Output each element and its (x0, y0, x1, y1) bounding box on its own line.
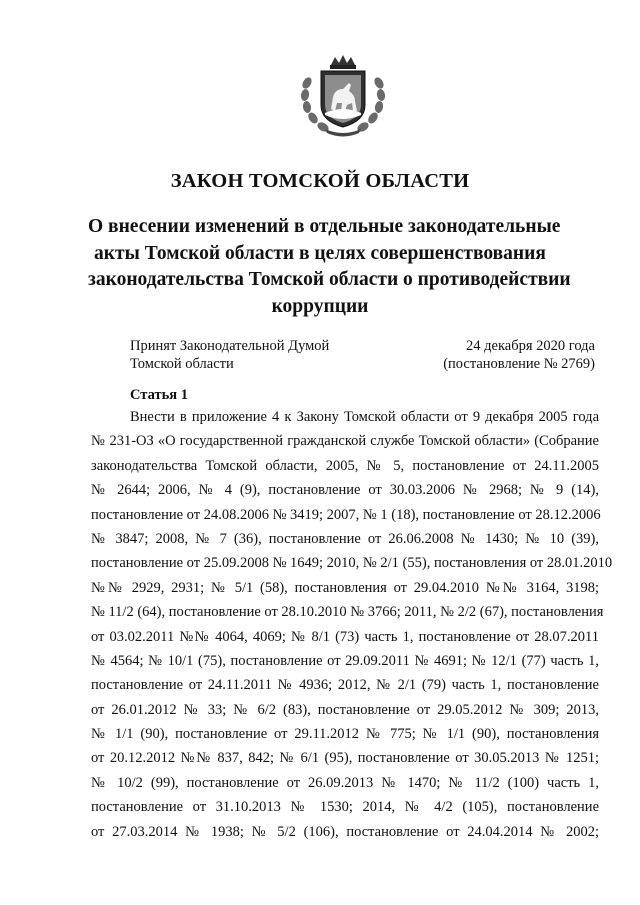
article-text-line: № 3847; 2008, № 7 (36), постановление от 26.06.2008 № 1430; № 10 (39), (91, 530, 599, 547)
law-subtitle (88, 214, 571, 320)
adoption-resolution-line: (постановление № 2769) (443, 356, 595, 372)
adoption-body (130, 337, 329, 373)
article-body (91, 405, 613, 844)
article-text-line: от 20.12.2012 №№ 837, 842; № 6/1 (95), постановление от 30.05.2013 № 1251; (91, 750, 599, 767)
article-text-line: № 231-ОЗ «О государственной гражданской службе Томской области» (Собрание (91, 433, 599, 450)
article-text-line: №№ 2929, 2931; № 5/1 (58), постановления от 29.04.2010 №№ 3164, 3198; (91, 579, 599, 596)
article-text-line: законодательства Томской области, 2005, № 5, постановление от 24.11.2005 (91, 457, 599, 474)
article-text-line: № 11/2 (64), постановление от 28.10.2010 № 3766; 2011, № 2/2 (67), постановления (91, 604, 604, 621)
article-text-line: Внести в приложение 4 к Закону Томской области от 9 декабря 2005 года (130, 409, 599, 425)
article-heading: Статья 1 (130, 387, 188, 403)
article-text-line: постановление от 24.08.2006 № 3419; 2007, № 1 (18), постановление от 28.12.2006 (91, 506, 601, 523)
coat-of-arms-icon (297, 53, 389, 137)
article-text-line: № 4564; № 10/1 (75), постановление от 29.09.2011 № 4691; № 12/1 (77) часть 1, (91, 652, 599, 669)
article-text-line: от 27.03.2014 № 1938; № 5/2 (106), постановление от 24.04.2014 № 2002; (91, 823, 599, 840)
law-title: ЗАКОН ТОМСКОЙ ОБЛАСТИ (170, 170, 470, 192)
article-text-line: № 2644; 2006, № 4 (9), постановление от 30.03.2006 № 2968; № 9 (14), (91, 482, 599, 499)
article-text-line: № 10/2 (99), постановление от 26.09.2013 № 1470; № 11/2 (100) часть 1, (91, 774, 599, 791)
article-text-line: № 1/1 (90), постановление от 29.11.2012 № 775; № 1/1 (90), постановления (91, 726, 599, 743)
adoption-date (443, 337, 595, 373)
subtitle-line: О внесении изменений в отдельные законодательные (88, 216, 561, 237)
subtitle-line: законодательства Томской области о противодействии (88, 269, 571, 290)
article-text-line: от 26.01.2012 № 33; № 6/2 (83), постановление от 29.05.2012 № 309; 2013, (91, 701, 599, 718)
adoption-date-line: 24 декабря 2020 года (466, 338, 595, 354)
adoption-body-line: Томской области (130, 356, 234, 372)
article-text-line: постановление от 25.09.2008 № 1649; 2010, № 2/1 (55), постановления от 28.01.2010 (91, 555, 613, 572)
adoption-body-line: Принят Законодательной Думой (130, 338, 330, 354)
subtitle-line: акты Томской области в целях совершенствования (94, 242, 546, 264)
article-text-line: постановление от 24.11.2011 № 4936; 2012, № 2/1 (79) часть 1, постановление (91, 677, 599, 694)
article-text-line: постановление от 31.10.2013 № 1530; 2014, № 4/2 (105), постановление (91, 799, 599, 816)
article-text-line: от 03.02.2011 №№ 4064, 4069; № 8/1 (73) часть 1, постановление от 28.07.2011 (91, 628, 599, 645)
subtitle-line: коррупции (271, 295, 369, 317)
